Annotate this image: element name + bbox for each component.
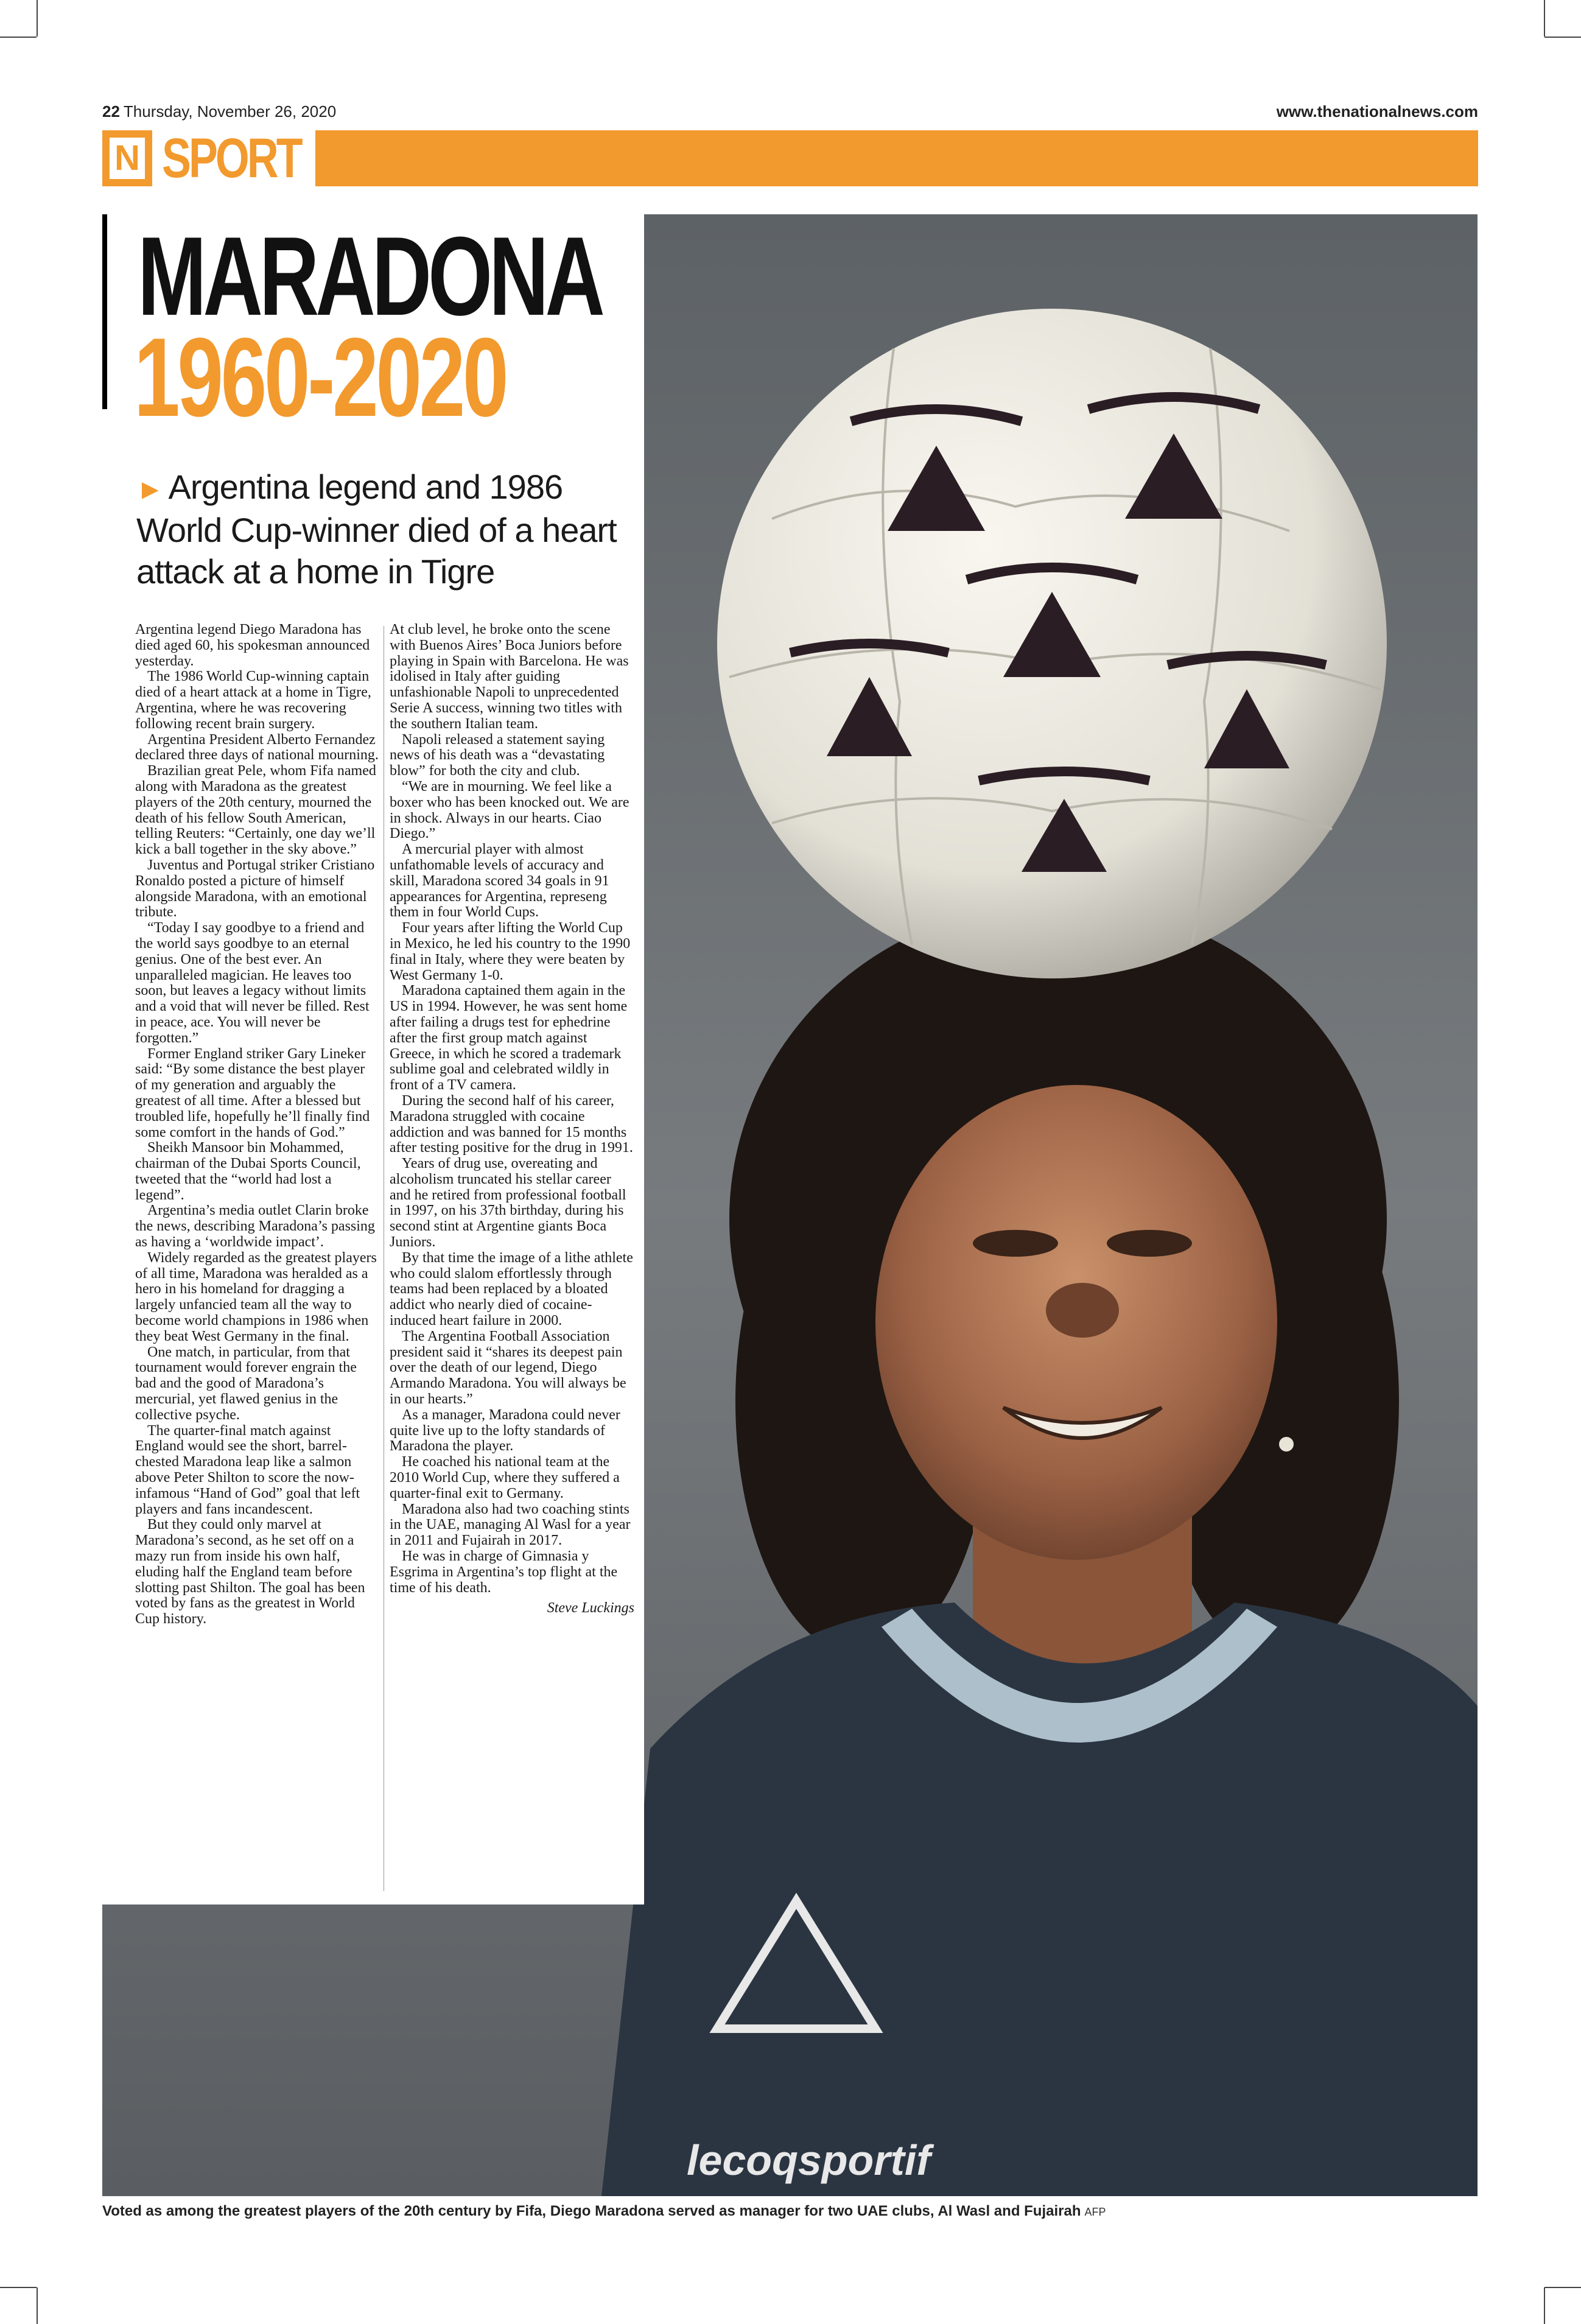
article-column-1 bbox=[135, 622, 379, 1627]
standfirst-arrow-icon: ► bbox=[136, 473, 164, 505]
headline: MARADONA bbox=[138, 213, 601, 339]
paragraph: As a manager, Maradona could never quite live up to the lofty standards of Maradona the player. bbox=[390, 1406, 620, 1455]
paragraph: “Today I say goodbye to a friend and the world says goodbye to an eternal genius. One of the best ever. An unparalleled magician. He leaves too soon, but leaves a legacy without limits and a void that will never be filled. Rest in peace, ace. You will never be forgotten.” bbox=[135, 920, 370, 1046]
crop-mark bbox=[1544, 0, 1545, 37]
paragraph: Widely regarded as the greatest players of all time, Maradona was heralded as a hero in his homeland for dragging a largely unfancied team all the way to become world champions in 1986 when they beat West Germany in the final. bbox=[135, 1249, 377, 1344]
paragraph: Argentina President Alberto Fernandez declared three days of national mourning. bbox=[135, 731, 379, 764]
paragraph: Juventus and Portugal striker Cristiano Ronaldo posted a picture of himself alongside Maradona, with an emotional tribute. bbox=[135, 857, 375, 921]
paragraph: Brazilian great Pele, whom Fifa named along with Maradona as the greatest players of the 20th century, mourned the death of his fellow South American, telling Reuters: “Certainly, one day we’ll kick a ball together in the sky above.” bbox=[135, 763, 376, 858]
paragraph: The 1986 World Cup-winning captain died of a heart attack at a home in Tigre, Argentina, where he was recovering following recent brain surgery. bbox=[135, 669, 371, 732]
publication-logo bbox=[102, 130, 152, 186]
crop-mark bbox=[0, 37, 37, 38]
headline-years: 1960-2020 bbox=[134, 314, 507, 440]
crop-mark bbox=[1544, 2287, 1581, 2288]
photo-credit: AFP bbox=[1084, 2206, 1106, 2218]
section-banner bbox=[102, 127, 1478, 189]
paragraph: Napoli released a statement saying news of his death was a “devastating blow” for both the city and club. bbox=[390, 731, 605, 779]
paragraph: But they could only marvel at Maradona’s second, as he set off on a mazy run from inside his own half, eluding half the England team before slotting past Shilton. The goal has been voted by fans as the greatest in World Cup history. bbox=[135, 1517, 365, 1627]
section-bar bbox=[315, 130, 1478, 186]
paragraph: One match, in particular, from that tournament would forever engrain the bad and the good of Maradona’s mercurial, yet flawed genius in the collective psyche. bbox=[135, 1344, 357, 1423]
page-folio bbox=[102, 102, 336, 121]
article-column-2 bbox=[390, 622, 634, 1617]
paragraph: Maradona captained them again in the US in 1994. However, he was sent home after failing a drugs test for ephedrine after the first group match against Greece, in which he scored a trademark sublime goal and celebrated wildly in front of a TV camera. bbox=[390, 983, 628, 1094]
paragraph: Argentina legend Diego Maradona has died aged 60, his spokesman announced yesterday. bbox=[135, 622, 370, 669]
crop-mark bbox=[37, 2287, 38, 2324]
standfirst bbox=[136, 466, 636, 592]
website-url[interactable]: www.thenationalnews.com bbox=[1276, 102, 1478, 121]
article-panel bbox=[102, 214, 644, 1904]
crop-mark bbox=[37, 0, 38, 37]
photo-caption bbox=[102, 2203, 1106, 2220]
paragraph: Four years after lifting the World Cup in Mexico, he led his country to the 1990 final in Italy, where they were beaten by West Germany 1-0. bbox=[390, 920, 631, 983]
issue-date: Thursday, November 26, 2020 bbox=[123, 102, 337, 121]
caption-text: Voted as among the greatest players of the 20th century by Fifa, Diego Maradona served as manager for two UAE clubs, Al Wasl and Fujairah bbox=[102, 2203, 1081, 2219]
paragraph: “We are in mourning. We feel like a boxer who has been knocked out. We are in shock. Always in our hearts. Ciao Diego.” bbox=[390, 778, 629, 842]
paragraph: Argentina’s media outlet Clarin broke the news, describing Maradona’s passing as having a ‘worldwide impact’. bbox=[135, 1202, 375, 1251]
crop-mark bbox=[1544, 37, 1581, 38]
shirt-shape bbox=[601, 1603, 1478, 2196]
paragraph: The quarter-final match against England would see the short, barrel-chested Maradona leap like a salmon above Peter Shilton to score the now-infamous “Hand of God” goal that left players and fans incandescent. bbox=[135, 1422, 360, 1517]
paragraph: At club level, he broke onto the scene with Buenos Aires’ Boca Juniors before playing in Spain with Barcelona. He was idolised in Italy after guiding unfashionable Napoli to unprecedented Serie A success, winning two titles with the southern Italian team. bbox=[390, 622, 629, 732]
paragraph: By that time the image of a lithe athlete who could slalom effortlessly through teams had been replaced by a bloated addict who nearly died of cocaine-induced heart failure in 2000. bbox=[390, 1249, 633, 1329]
paragraph: Sheikh Mansoor bin Mohammed, chairman of the Dubai Sports Council, tweeted that the “world had lost a legend”. bbox=[135, 1140, 361, 1203]
paragraph: Maradona also had two coaching stints in the UAE, managing Al Wasl for a year in 2011 and Fujairah in 2017. bbox=[390, 1501, 631, 1549]
paragraph: During the second half of his career, Maradona struggled with cocaine addiction and was banned for 15 months after testing positive for the drug in 1991. bbox=[390, 1092, 633, 1156]
paragraph: A mercurial player with almost unfathomable levels of accuracy and skill, Maradona scored 34 goals in 91 appearances for Argentina, represeng them in four World Cups. bbox=[390, 841, 609, 921]
page-number: 22 bbox=[102, 102, 120, 121]
shirt-brand-text: lecoqsportif bbox=[687, 2136, 931, 2184]
standfirst-text: Argentina legend and 1986 World Cup-winner died of a heart attack at a home in Tigre bbox=[136, 468, 617, 591]
crop-mark bbox=[1544, 2287, 1545, 2324]
paragraph: He was in charge of Gimnasia y Esgrima in Argentina’s top flight at the time of his death. bbox=[390, 1548, 618, 1596]
logo-letter: N bbox=[114, 138, 140, 178]
paragraph: He coached his national team at the 2010 World Cup, where they suffered a quarter-final exit to Germany. bbox=[390, 1454, 620, 1501]
byline: Steve Luckings bbox=[547, 1600, 634, 1617]
paragraph: The Argentina Football Association president said it “shares its deepest pain over the death of our legend, Diego Armando Maradona. You will always be in our hearts.” bbox=[390, 1328, 626, 1408]
crop-mark bbox=[0, 2287, 37, 2288]
paragraph: Former England striker Gary Lineker said: “By some distance the best player of my generation and arguably the greatest of all time. After a blessed but troubled life, hopefully he’ll finally find some comfort in the hands of God.” bbox=[135, 1045, 370, 1140]
headline-rule bbox=[102, 214, 107, 409]
paragraph: Years of drug use, overeating and alcoholism truncated his stellar career and he retired from professional football in 1997, on his 37th birthday, during his second stint at Argentine giants Boca Juniors. bbox=[390, 1156, 626, 1251]
section-title: SPORT bbox=[162, 127, 301, 189]
